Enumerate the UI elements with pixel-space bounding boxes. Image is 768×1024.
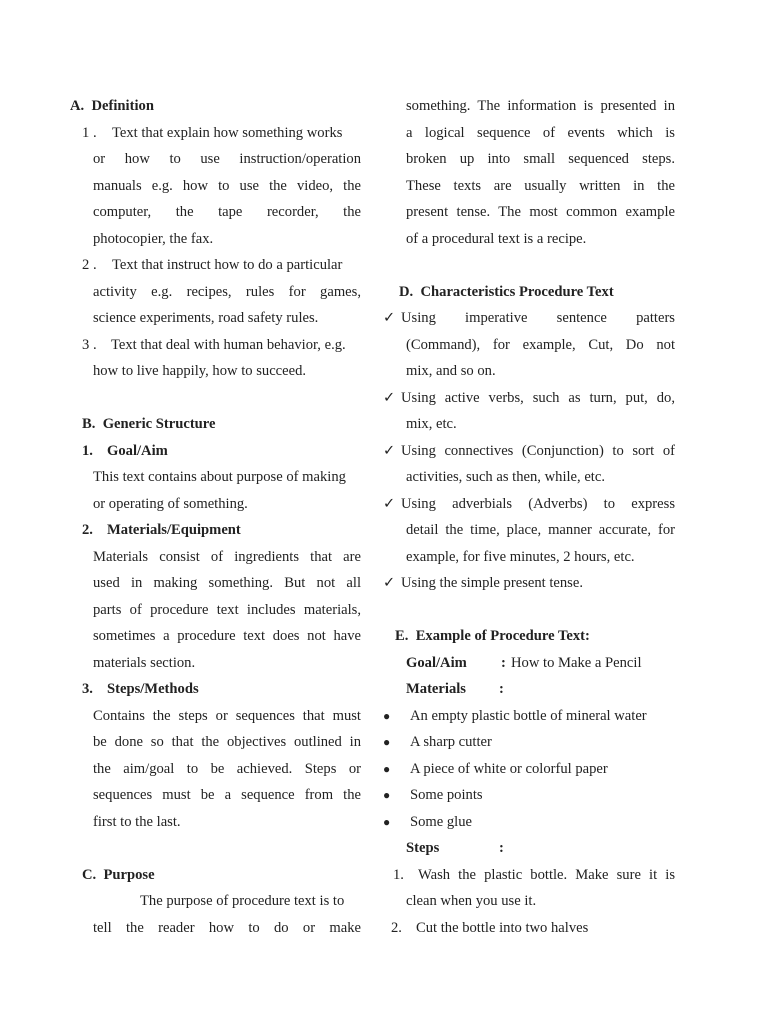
characteristic-item-3: ✓ Using connectives (Conjunction) to sort of [383, 438, 675, 465]
structure-line: Contains the steps or sequences that must [93, 707, 361, 724]
step-item-2: 2. Cut the bottle into two halves [391, 919, 589, 936]
purpose-line: a logical sequence of events which is [406, 124, 675, 141]
right-column [383, 93, 675, 941]
step-item-1: 1. Wash the plastic bottle. Make sure it is [393, 866, 675, 883]
section-c-heading: C. Purpose [82, 866, 155, 883]
definition-line: computer, the tape recorder, the [93, 204, 361, 220]
definition-line: photocopier, the fax. [93, 230, 214, 247]
bullet-icon: ● [383, 761, 391, 776]
bullet-icon: ● [383, 788, 391, 802]
characteristic-line: mix, etc. [406, 416, 457, 432]
structure-line: sequences must be a sequence from the [93, 787, 361, 803]
characteristic-line: detail the time, place, manner accurate, for [406, 522, 675, 538]
characteristic-line: mix, and so on. [406, 363, 496, 379]
material-item: ● Some points [383, 782, 675, 809]
section-a-heading: A. Definition [70, 98, 154, 114]
definition-line: science experiments, road safety rules. [93, 310, 319, 326]
bullet-icon: ● [383, 735, 391, 749]
structure-line: parts of procedure text includes materials, [93, 601, 361, 618]
definition-line: manuals e.g. how to use the video, the [93, 177, 361, 194]
section-e-heading: E. Example of Procedure Text: [395, 628, 590, 644]
bullet-icon: ● [383, 708, 391, 723]
example-goal-row: Goal/Aim : How to Make a Pencil [406, 654, 642, 671]
characteristic-line: (Command), for example, Cut, Do not [406, 336, 675, 353]
material-item: ● A sharp cutter [383, 729, 675, 756]
material-item: ● Some glue [383, 809, 675, 836]
step-line: clean when you use it. [406, 893, 537, 909]
structure-line: used in making something. But not all [93, 575, 361, 591]
characteristic-line: activities, such as then, while, etc. [406, 469, 605, 485]
definition-item-3: 3 . Text that deal with human behavior, e.g. [82, 336, 346, 353]
characteristic-item-2: ✓ Using active verbs, such as turn, put, do, [383, 385, 675, 412]
structure-item-steps: 3. Steps/Methods [82, 681, 199, 697]
material-item: ● A piece of white or colorful paper [383, 756, 675, 783]
definition-line: or how to use instruction/operation [93, 151, 361, 167]
purpose-line: These texts are usually written in the [406, 177, 675, 194]
structure-line: sometimes a procedure text does not have [93, 628, 361, 644]
purpose-line: of a procedural text is a recipe. [406, 230, 587, 247]
section-b-heading: B. Generic Structure [82, 416, 216, 432]
example-materials-row: Materials : [406, 681, 504, 697]
purpose-line: something. The information is presented in [406, 98, 675, 114]
structure-line: Materials consist of ingredients that are [93, 548, 361, 565]
purpose-line: The purpose of procedure text is to [140, 893, 345, 909]
material-item: ● An empty plastic bottle of mineral water [383, 703, 675, 730]
characteristic-item-4: ✓ Using adverbials (Adverbs) to express [383, 491, 675, 518]
check-icon: ✓ [383, 442, 396, 459]
check-icon: ✓ [383, 575, 396, 591]
structure-line: or operating of something. [93, 495, 248, 512]
characteristic-item-5: ✓ Using the simple present tense. [383, 570, 675, 597]
structure-item-goal: 1. Goal/Aim [82, 442, 168, 459]
example-steps-row: Steps : [406, 840, 504, 856]
structure-line: be done so that the objectives outlined in [93, 734, 361, 750]
definition-item-2: 2 . Text that instruct how to do a particular [82, 257, 343, 273]
characteristic-line: example, for five minutes, 2 hours, etc. [406, 548, 635, 565]
structure-item-materials: 2. Materials/Equipment [82, 522, 241, 538]
check-icon: ✓ [383, 389, 396, 406]
check-icon: ✓ [383, 495, 396, 512]
structure-line: materials section. [93, 654, 196, 671]
purpose-line: present tense. The most common example [406, 204, 675, 220]
bullet-icon: ● [383, 814, 391, 829]
definition-item-1: 1 . Text that explain how something works [82, 124, 343, 141]
structure-line: first to the last. [93, 813, 181, 830]
left-column [70, 93, 361, 941]
definition-line: how to live happily, how to succeed. [93, 363, 307, 379]
check-icon: ✓ [383, 310, 396, 326]
section-d-heading: D. Characteristics Procedure Text [399, 283, 614, 300]
structure-line: This text contains about purpose of making [93, 469, 346, 485]
definition-line: activity e.g. recipes, rules for games, [93, 283, 361, 300]
characteristic-item-1: ✓ Using imperative sentence patters [383, 305, 675, 332]
structure-line: the aim/goal to be achieved. Steps or [93, 760, 361, 777]
purpose-line: broken up into small sequenced steps. [406, 151, 675, 167]
purpose-line: tell the reader how to do or make [93, 919, 361, 936]
